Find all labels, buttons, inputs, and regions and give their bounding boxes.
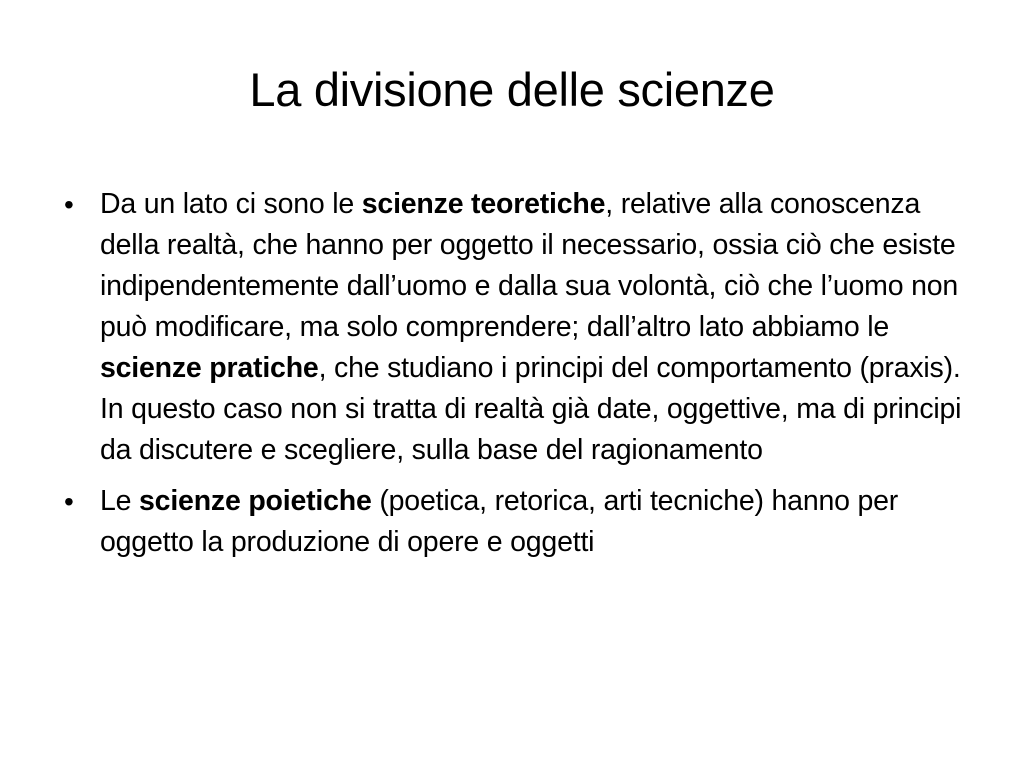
bullet-text-segment: , che studiano i principi del comportamento (praxis). In questo caso non si tratta di realtà già date, oggettive, ma di principi da discutere e scegliere, sulla base del ragionamento bbox=[100, 352, 962, 466]
bullet-text-segment: Le bbox=[100, 485, 140, 517]
bullet-text bbox=[100, 485, 898, 558]
slide-title: La divisione delle scienze bbox=[249, 63, 775, 116]
bullet-text-segment: , relative alla conoscenza della realtà, che hanno per oggetto il necessario, ossia ciò che esiste indipendentemente dall’uomo e dalla sua volontà, ciò che l’uomo non può modificare, ma solo comprendere; dall’altro lato abbiamo le bbox=[100, 188, 959, 343]
bullet-dot-icon: • bbox=[64, 189, 74, 220]
bullet-list bbox=[60, 184, 965, 573]
bullet-item-teoretiche-pratiche bbox=[60, 184, 965, 471]
bullet-item-poietiche bbox=[60, 481, 965, 563]
bullet-text-segment: Da un lato ci sono le bbox=[100, 188, 362, 220]
bold-term-scienze-pratiche: scienze pratiche bbox=[100, 352, 319, 384]
bullet-text bbox=[100, 188, 961, 466]
bullet-text-segment: (poetica, retorica, arti tecniche) hanno per oggetto la produzione di opere e oggetti bbox=[100, 485, 899, 558]
bold-term-scienze-poietiche: scienze poietiche bbox=[139, 485, 372, 517]
bold-term-scienze-teoretiche: scienze teoretiche bbox=[361, 188, 606, 220]
bullet-dot-icon: • bbox=[64, 486, 74, 517]
